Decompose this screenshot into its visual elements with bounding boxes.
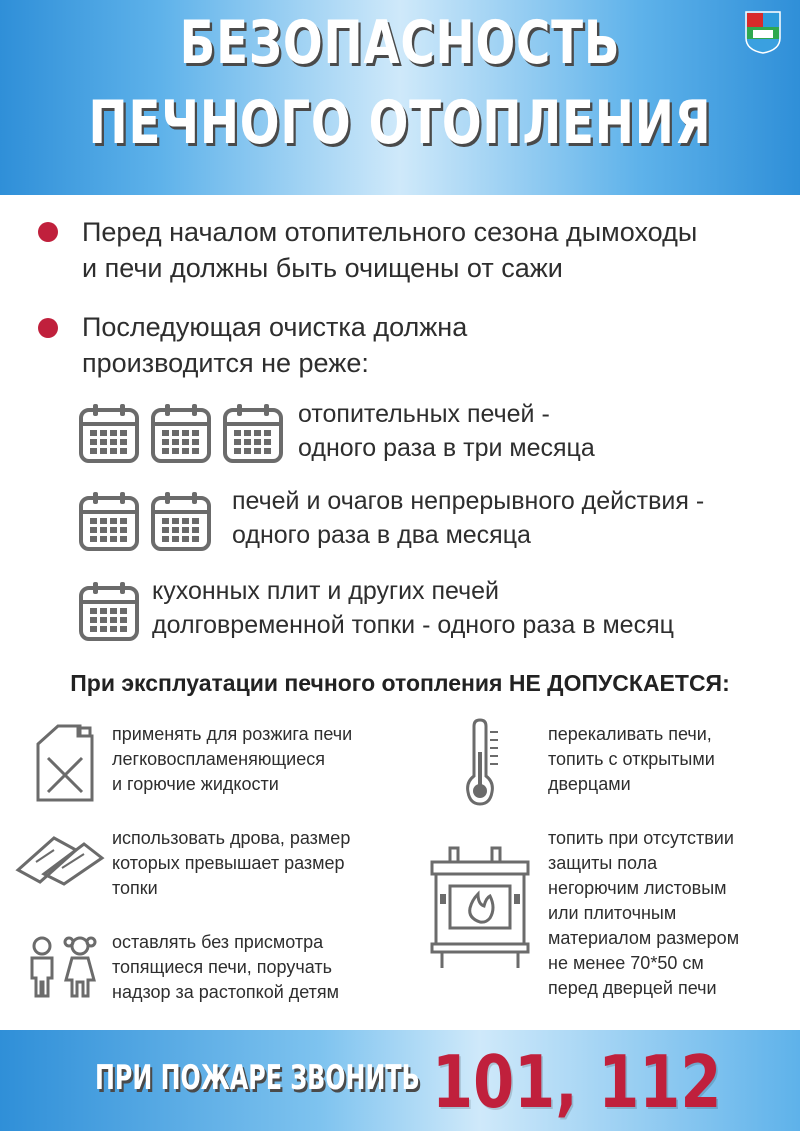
calendar-icon bbox=[78, 490, 140, 552]
rule-text-firewood: использовать дрова, размер которых превышает размер топки bbox=[112, 828, 351, 898]
footer-call-text: ПРИ ПОЖАРЕ ЗВОНИТЬ bbox=[95, 1058, 420, 1098]
bullet-text bbox=[82, 214, 697, 286]
calendar-group-one bbox=[78, 580, 140, 642]
section-heading: При эксплуатации печного отопления НЕ ДОПУСКАЕТСЯ: bbox=[70, 670, 730, 696]
schedule-text: печей и очагов непрерывного действия - одного раза в два месяца bbox=[232, 487, 705, 549]
rule-text-children: оставлять без присмотра топящиеся печи, поручать надзор за растопкой детям bbox=[112, 932, 340, 1002]
calendar-group-three bbox=[78, 402, 284, 464]
page-title-line2: ПЕЧНОГО ОТОПЛЕНИЯ bbox=[88, 88, 712, 158]
bullet-line: Перед началом отопительного сезона дымоходы bbox=[82, 217, 698, 247]
schedule-text: отопительных печей - одного раза в три месяца bbox=[298, 400, 595, 462]
rule-text-canister: применять для розжига печи легковоспламеняющиеся и горючие жидкости bbox=[112, 724, 353, 794]
children-icon bbox=[22, 934, 102, 1000]
thermometer-icon bbox=[462, 718, 502, 808]
emergency-phone-numbers: 101, 112 bbox=[432, 1040, 722, 1124]
calendar-icon bbox=[150, 402, 212, 464]
calendar-icon bbox=[150, 490, 212, 552]
stove-icon bbox=[428, 846, 532, 970]
calendar-icon bbox=[78, 402, 140, 464]
bullet-line: Последующая очистка должна bbox=[82, 312, 468, 342]
calendar-group-two bbox=[78, 490, 212, 552]
schedule-text: кухонных плит и других печей долговременной топки - одного раза в месяц bbox=[152, 577, 674, 639]
bullet-line: и печи должны быть очищены от сажи bbox=[82, 253, 563, 283]
calendar-icon bbox=[78, 580, 140, 642]
rule-text-stove: топить при отсутствии защиты пола негорючим листовым или плиточным материалом размером не менее 70*50 см перед дверцей печи bbox=[548, 828, 740, 998]
city-emblem-icon bbox=[744, 10, 782, 54]
firewood-icon bbox=[14, 830, 106, 886]
bullet-dot bbox=[38, 318, 58, 338]
rule-text-thermometer: перекаливать печи, топить с открытыми дверцами bbox=[548, 724, 715, 794]
canister-icon bbox=[30, 722, 100, 804]
bullet-text bbox=[82, 309, 467, 381]
bullet-dot bbox=[38, 222, 58, 242]
bullet-line: производится не реже: bbox=[82, 348, 369, 378]
page-title-line1: БЕЗОПАСНОСТЬ bbox=[179, 8, 621, 78]
calendar-icon bbox=[222, 402, 284, 464]
